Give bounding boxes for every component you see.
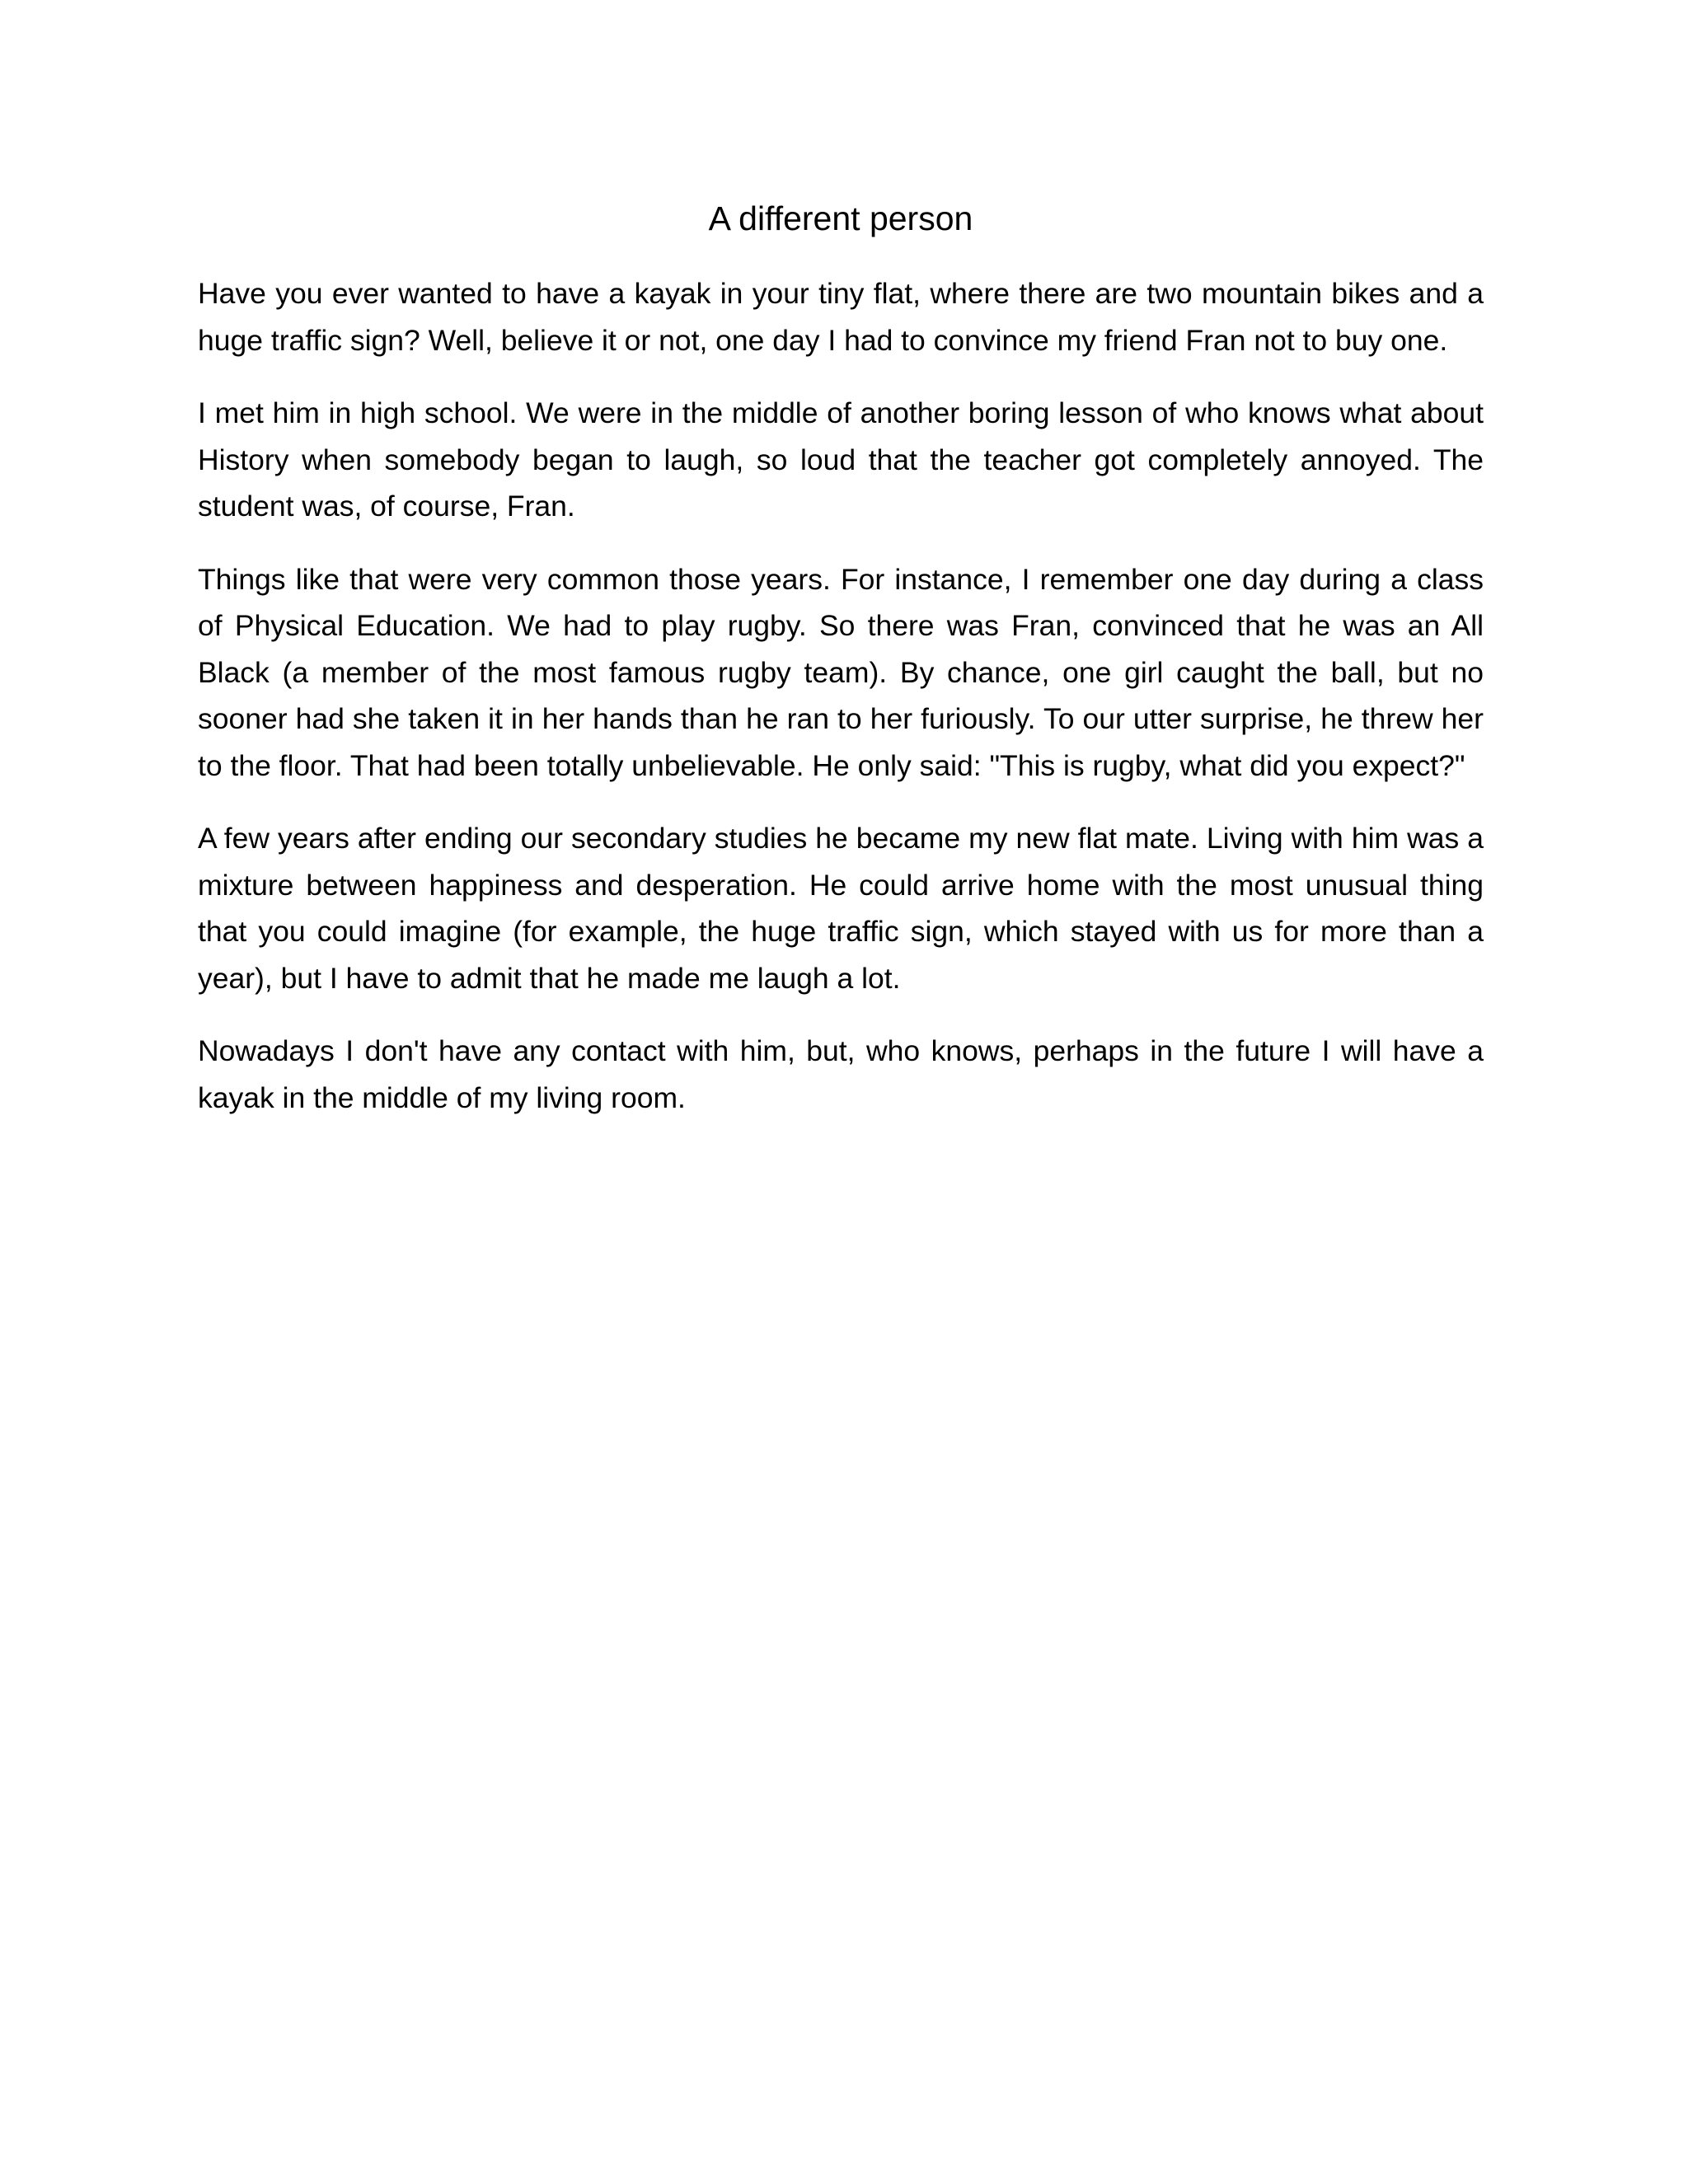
paragraph-1: Have you ever wanted to have a kayak in your tiny flat, where there are two mountain bikes and a huge traffic sign? Well, believe it or not, one day I had to convince my friend Fran not to buy one. [198, 277, 1484, 357]
paragraph-5: Nowadays I don't have any contact with him, but, who knows, perhaps in the future I will have a kayak in the middle of my living room. [198, 1034, 1484, 1114]
paragraph-3: Things like that were very common those years. For instance, I remember one day during a class of Physical Education. We had to play rugby. So there was Fran, convinced that he was an All Black (a member of the most famous rugby team). By chance, one girl caught the ball, but no sooner had she taken it in her hands than he ran to her furiously. To our utter surprise, he threw her to the floor. That had been totally unbelievable. He only said: "This is rugby, what did you expect?" [198, 562, 1484, 782]
paragraph-2: I met him in high school. We were in the middle of another boring lesson of who knows what about History when somebody began to laugh, so loud that the teacher got completely annoyed. The student was, of course, Fran. [198, 396, 1484, 523]
document-page [198, 198, 1484, 1147]
document-title: A different person [708, 199, 973, 237]
paragraph-4: A few years after ending our secondary studies he became my new flat mate. Living with him was a mixture between happiness and desperation. He could arrive home with the most unusual thing that you could imagine (for example, the huge traffic sign, which stayed with us for more than a year), but I have to admit that he made me laugh a lot. [198, 822, 1484, 995]
